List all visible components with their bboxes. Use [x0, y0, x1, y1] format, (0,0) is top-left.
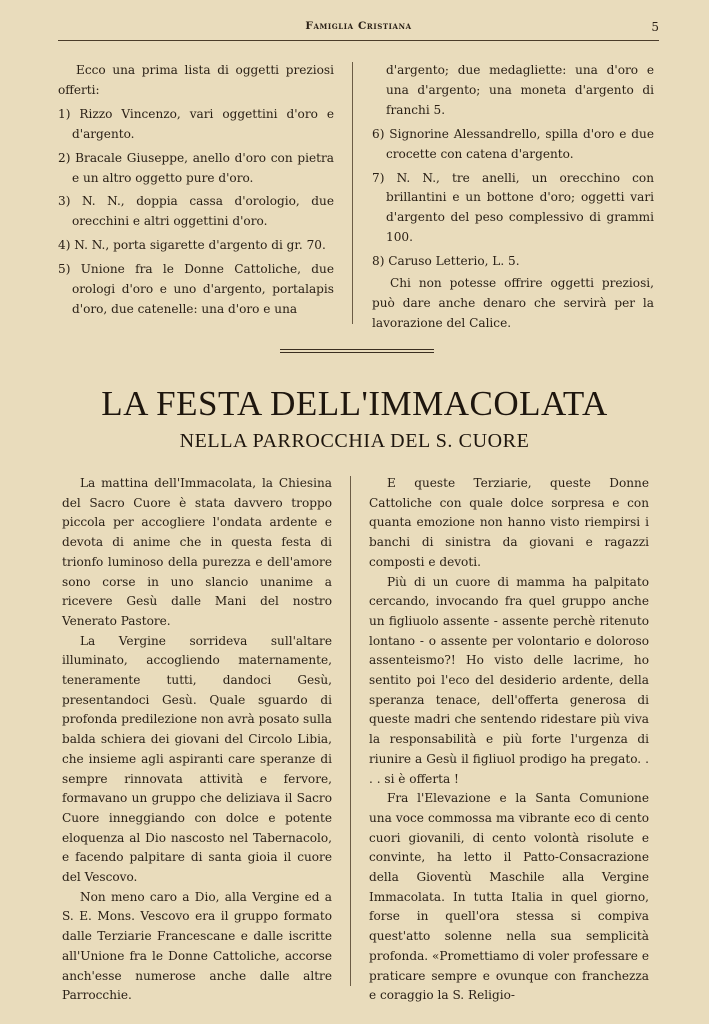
offering-item: 7) N. N., tre anelli, un orecchino con brillantini e un bottone d'oro; oggetti vari d'argento del peso complessivo di grammi 100.	[372, 170, 654, 245]
offering-item: 6) Signorine Alessandrello, spilla d'oro e due crocette con catena d'argento.	[372, 126, 654, 161]
offering-item: 5) Unione fra le Donne Cattoliche, due orologi d'oro e uno d'argento, portalapis d'oro, due catenelle: una d'oro e una	[58, 262, 334, 316]
article-paragraph: La Vergine sorrideva sull'altare illuminato, accogliendo maternamente, teneramente tutti, dandoci Gesù, presentandoci Gesù. Quale sguardo di profonda predilezione non avrà posato sulla balda schiera dei giovani del Circolo Libia, che insieme agli aspiranti care speranze di sempre rinnovata attività e fervore, formavano un gruppo che deliziava il Sacro Cuore inneggiando con dolce e potente eloquenza al Dio nascosto nel Tabernacolo, e facendo palpitare di santa gioia il cuore del Vescovo.	[62, 633, 332, 885]
section-separator	[280, 349, 434, 350]
article-paragraph: Più di un cuore di mamma ha palpitato cercando, invocando fra quel gruppo anche un figliuolo assente - assente perchè ritenuto lontano - o assente per volontario e doloroso assenteismo?! Ho visto delle lacrime, ho sentito poi l'eco del desiderio ardente, della speranza tenace, dell'offerta generosa di queste madri che sentendo ridestare più viva la responsabilità e più forte l'urgenza di riunire a Gesù il figliuol prodigo ha pregato. . . . si è offerta !	[369, 574, 649, 786]
offerings-left-column	[58, 61, 334, 320]
offerings-intro: Ecco una prima lista di oggetti preziosi offerti:	[58, 63, 334, 97]
article-paragraph: Non meno caro a Dio, alla Vergine ed a S. E. Mons. Vescovo era il gruppo formato dalle Terziarie Francescane e dalle iscritte all'Unione fra le Donne Cattoliche, accorse anch'esse numerose anche dalle altre Parrocchie.	[62, 889, 332, 1003]
article-right-column	[369, 474, 649, 1006]
offering-item: 4) N. N., porta sigarette d'argento di gr. 70.	[58, 238, 326, 253]
page-header	[58, 20, 659, 41]
article-subtitle: NELLA PARROCCHIA DEL S. CUORE	[179, 430, 530, 452]
offering-item: 2) Bracale Giuseppe, anello d'oro con pietra e un altro oggetto pure d'oro.	[58, 150, 334, 185]
offering-item: 1) Rizzo Vincenzo, vari oggettini d'oro e d'argento.	[58, 106, 334, 141]
running-head: Famiglia Cristiana	[305, 20, 412, 32]
offerings-right-column	[372, 61, 654, 334]
page-number: 5	[651, 20, 659, 34]
article-title: LA FESTA DELL'IMMACOLATA	[101, 384, 608, 423]
offering-item-continued: d'argento; due medagliette: una d'oro e una d'argento; una moneta d'argento di franchi 5.	[386, 63, 654, 117]
column-divider	[350, 476, 351, 986]
article-paragraph: La mattina dell'Immacolata, la Chiesina del Sacro Cuore è stata davvero troppo piccola per accogliere l'ondata ardente e devota di anime che in questa festa di trionfo luminoso della purezza e dell'amore sono corse in uno slancio unanime a ricevere Gesù dalle Mani del nostro Venerato Pastore.	[62, 476, 332, 628]
article-left-column	[62, 474, 332, 1006]
offering-item: 3) N. N., doppia cassa d'orologio, due orecchini e altri oggettini d'oro.	[58, 194, 334, 229]
column-divider	[352, 62, 353, 324]
section-separator	[280, 352, 434, 353]
offerings-closing: Chi non potesse offrire oggetti preziosi, può dare anche denaro che servirà per la lavorazione del Calice.	[372, 276, 654, 330]
article-paragraph: Fra l'Elevazione e la Santa Comunione una voce commossa ma vibrante eco di cento cuori giovanili, di cento volontà risolute e convinte, ha letto il Patto-Consacrazione della Gioventù Maschile alla Vergine Immacolata. In tutta Italia in quel giorno, forse in quell'ora stessa si compiva quest'atto solenne nella sua semplicità profonda. «Promettiamo di voler professare e praticare sempre e ovunque con franchezza e coraggio la S. Religio-	[369, 791, 649, 1003]
offering-item: 8) Caruso Letterio, L. 5.	[372, 254, 520, 269]
article-paragraph: E queste Terziarie, queste Donne Cattoliche con quale dolce sorpresa e con quanta emozione non hanno visto riempirsi i banchi di sinistra da giovani e ragazzi composti e devoti.	[369, 476, 649, 569]
